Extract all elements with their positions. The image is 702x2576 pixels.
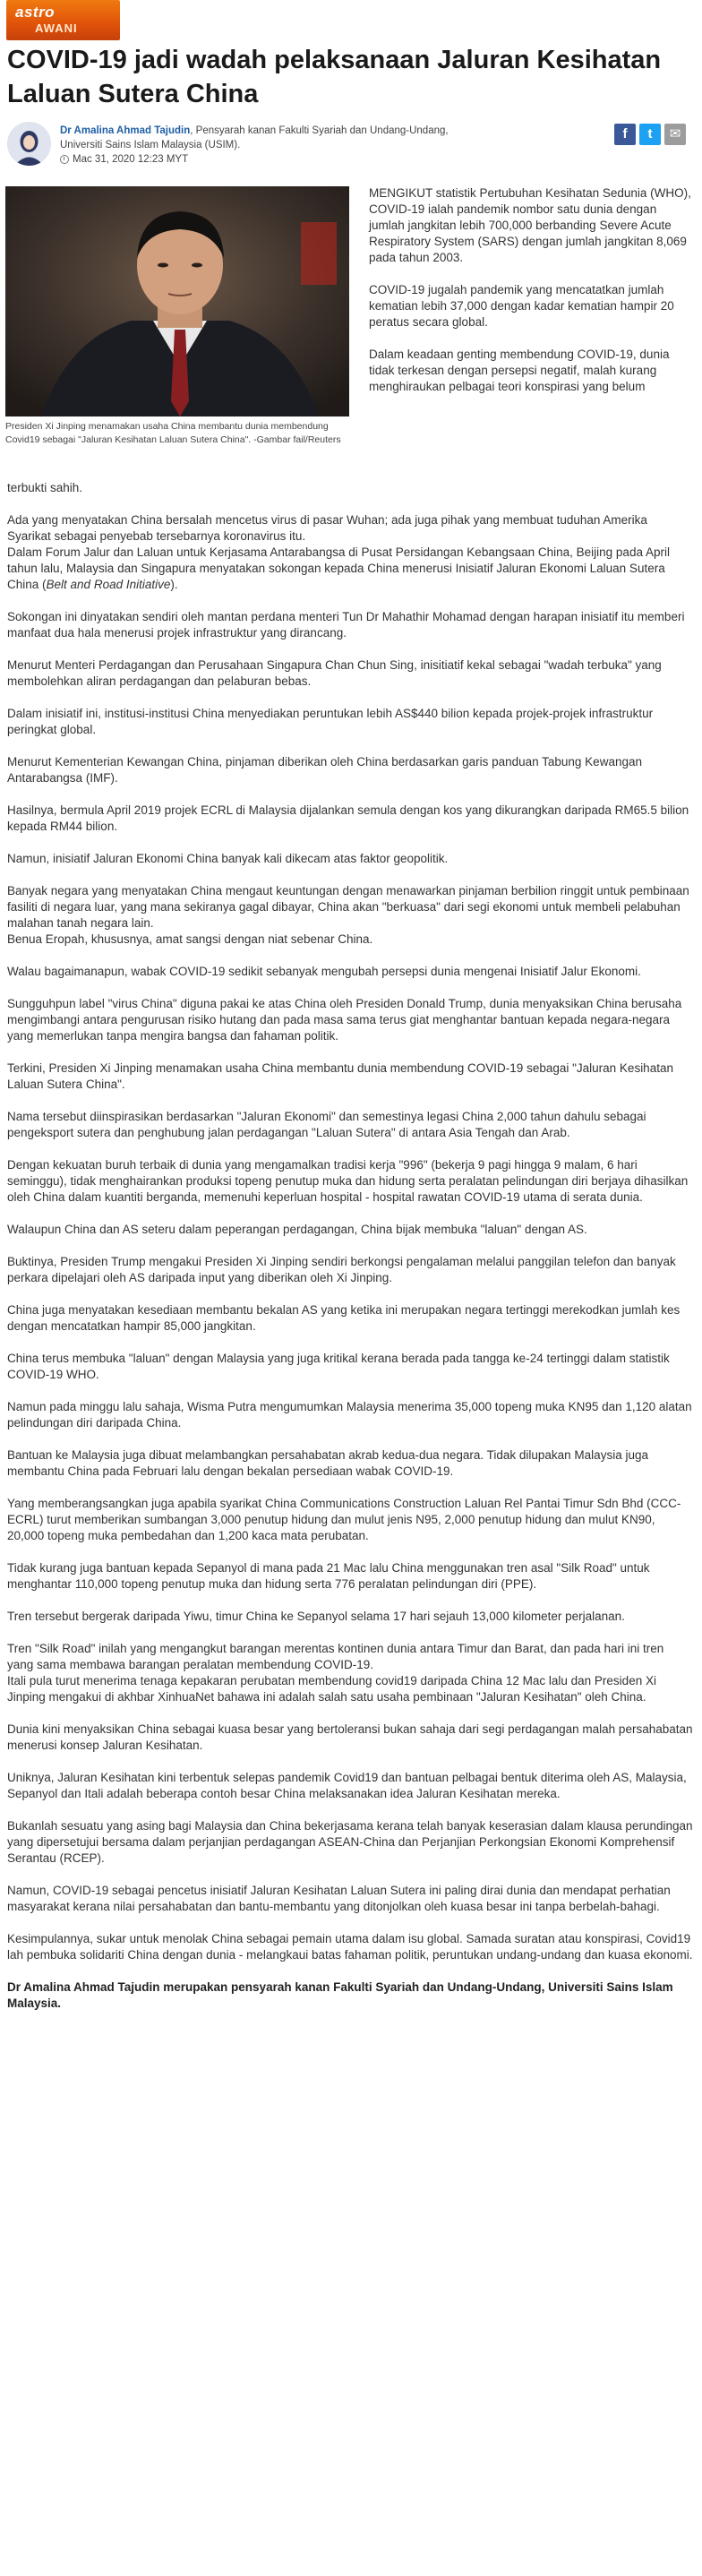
article-photo (5, 186, 349, 416)
logo-line-2: AWANI (35, 21, 78, 35)
body-paragraph: Namun pada minggu lalu sahaja, Wisma Putra mengumumkan Malaysia menerima 35,000 topeng muka KN95 dan 1,120 alatan pelindungan diri daripada China. (7, 1400, 692, 1430)
email-icon: ✉ (669, 126, 681, 142)
body-paragraph: Itali pula turut menerima tenaga kepakaran perubatan membendung covid19 daripada China 12 Mac lalu dan Presiden Xi Jinping mengakui di akhbar XinhuaNet bahawa ini adalah salah satu usaha pembinaan "Jaluran Kesihatan" oleh China. (7, 1674, 656, 1704)
body-paragraph: Uniknya, Jaluran Kesihatan kini terbentuk selepas pandemik Covid19 dan bantuan pelbagai bentuk diterima oleh AS, Malaysia, Sepanyol dan Itali adalah beberapa contoh besar China melaksanakan idea Jaluran Kesihatan mereka. (7, 1771, 687, 1800)
logo-line-1: astro (15, 4, 56, 21)
body-paragraph: Terkini, Presiden Xi Jinping menamakan usaha China membantu dunia membendung COVID-19 sebagai "Jaluran Kesihatan Laluan Sutera China". (7, 1061, 673, 1091)
body-paragraph: Kesimpulannya, sukar untuk menolak China sebagai pemain utama dalam isu global. Samada suratan atau konspirasi, Covid19 lah pembuka solidariti China dengan dunia - melangkaui batas fahaman politik, peruntukan undang-undang dan kuasa ekonomi. (7, 1932, 693, 1962)
body-paragraph: Bukanlah sesuatu yang asing bagi Malaysia dan China bekerjasama kerana telah banyak keserasian dalam klausa perundingan yang dipersetujui bersama dalam perjanjian perdagangan ASEAN-China dan Perjanjian Perkongsian Ekonomi Komprehensif Serantau (RCEP). (7, 1819, 693, 1865)
clock-icon (60, 155, 69, 164)
body-paragraph: China terus membuka "laluan" dengan Malaysia yang juga kritikal kerana berada pada tangga ke-24 tertinggi dalam statistik COVID-19 WHO. (7, 1352, 670, 1381)
body-paragraph: China juga menyatakan kesediaan membantu bekalan AS yang ketika ini merupakan negara tertinggi merekodkan jumlah kes dengan mencatatkan hampir 85,000 jangkitan. (7, 1303, 681, 1333)
intro-paragraph-2: COVID-19 jugalah pandemik yang mencatatkan jumlah kematian lebih 37,000 dengan kadar kematian hampir 20 peratus secara global. (369, 283, 674, 329)
twitter-icon: t (647, 126, 653, 142)
body-paragraph: Walau bagaimanapun, wabak COVID-19 sedikit sebanyak mengubah persepsi dunia mengenai Inisiatif Jalur Ekonomi. (7, 965, 641, 978)
body-paragraph: Menurut Kementerian Kewangan China, pinjaman diberikan oleh China berdasarkan garis panduan Tabung Kewangan Antarabangsa (IMF). (7, 755, 642, 785)
body-paragraph: Walaupun China dan AS seteru dalam peperangan perdagangan, China bijak membuka "laluan" dengan AS. (7, 1223, 587, 1236)
facebook-icon: f (622, 126, 628, 142)
astro-awani-logo[interactable] (6, 0, 120, 40)
body-paragraph: terbukti sahih. (7, 481, 83, 494)
body-paragraph: Nama tersebut diinspirasikan berdasarkan "Jaluran Ekonomi" dan semestinya legasi China 2,000 tahun dahulu sebagai pengeksport sutera dan penghubung jalan perdagangan "Laluan Sutera" di antara Asia Tengah dan Arab. (7, 1110, 646, 1139)
author-avatar[interactable] (7, 122, 51, 166)
body-paragraph: Tren tersebut bergerak daripada Yiwu, timur China ke Sepanyol selama 17 hari sejauh 13,000 kilometer perjalanan. (7, 1610, 625, 1623)
body-paragraph: Sungguhpun label "virus China" diguna pakai ke atas China oleh Presiden Donald Trump, dunia menyaksikan China berusaha mengimbangi antara pengurusan risiko hutang dan pada masa sama terus giat menghantar bantuan kepada negara-negara yang memerlukan tanpa mengira bangsa dan fahaman politik. (7, 997, 682, 1043)
body-paragraph: Namun, inisiatif Jaluran Ekonomi China banyak kali dikecam atas faktor geopolitik. (7, 852, 449, 865)
author-block (60, 124, 472, 167)
body-paragraph: Buktinya, Presiden Trump mengakui Presiden Xi Jinping sendiri berkongsi pengalaman melalui panggilan telefon dan banyak perkara dipelajari oleh AS daripada input yang diberikan oleh Xi Jinping. (7, 1255, 676, 1284)
intro-paragraph-1: MENGIKUT statistik Pertubuhan Kesihatan Sedunia (WHO), COVID-19 ialah pandemik nombor satu dunia dengan jumlah jangkitan lebih 700,000 berbanding Severe Acute Respiratory System (SARS) dengan jumlah jangkitan 8,069 pada tahun 2003. (369, 186, 691, 264)
author-affiliation-1: , Pensyarah kanan Fakulti Syariah dan Undang-Undang, (190, 125, 449, 136)
article-title: COVID-19 jadi wadah pelaksanaan Jaluran Kesihatan Laluan Sutera China (7, 46, 662, 108)
article-body (7, 480, 693, 2028)
author-bio-footer: Dr Amalina Ahmad Tajudin merupakan pensyarah kanan Fakulti Syariah dan Undang-Undang, Universiti Sains Islam Malaysia. (7, 1980, 673, 2010)
body-paragraph: Menurut Menteri Perdagangan dan Perusahaan Singapura Chan Chun Sing, inisitiatif kekal sebagai "wadah terbuka" yang membolehkan aliran perdagangan dan pelaburan bebas. (7, 658, 662, 688)
body-paragraph: Namun, COVID-19 sebagai pencetus inisiatif Jaluran Kesihatan Laluan Sutera ini paling dirai dunia dan mendapat perhatian masyarakat kerana nilai persahabatan dan bantu-membantu yang ditonjolkan oleh kuasa besar ini tanpa berbelah-bahagi. (7, 1884, 671, 1913)
publish-date: Mac 31, 2020 12:23 MYT (73, 154, 189, 165)
body-paragraph: Yang memberangsangkan juga apabila syarikat China Communications Construction Laluan Rel Pantai Timur Sdn Bhd (CCC-ECRL) turut memberikan sumbangan 3,000 penutup hidung dan mulut jenis N95, 2,000 penutup hidung dan mulut KN90, 20,000 topeng muka pembedahan dan 1,200 kaca mata perubatan. (7, 1497, 681, 1542)
body-paragraph: Dalam inisiatif ini, institusi-institusi China menyediakan peruntukan lebih AS$440 bilion kepada projek-projek infrastruktur peringkat global. (7, 707, 654, 736)
body-paragraph: Bantuan ke Malaysia juga dibuat melambangkan persahabatan akrab kedua-dua negara. Tidak dilupakan Malaysia juga membantu China pada Februari lalu dengan bekalan persediaan wabak COVID-19. (7, 1448, 648, 1478)
twitter-share-button[interactable] (639, 124, 661, 145)
body-paragraph (7, 545, 693, 593)
intro-column (369, 185, 691, 411)
author-name-link[interactable]: Dr Amalina Ahmad Tajudin (60, 125, 191, 136)
email-share-button[interactable] (664, 124, 686, 145)
body-paragraph: Dengan kekuatan buruh terbaik di dunia yang mengamalkan tradisi kerja "996" (bekerja 9 pagi hingga 9 malam, 6 hari seminggu), tidak menghairankan produksi topeng penutup muka dan hidung serta peralatan pelindungan diri berjaya dihasilkan oleh China dalam kuantiti berganda, memenuhi keperluan hospital - hospital rawatan COVID-19 utama di serata dunia. (7, 1158, 689, 1204)
body-paragraph: Sokongan ini dinyatakan sendiri oleh mantan perdana menteri Tun Dr Mahathir Mohamad dengan harapan inisiatif itu memberi manfaat dua hala menerusi projek infrastruktur yang dirancang. (7, 610, 685, 640)
body-paragraph: Benua Eropah, khususnya, amat sangsi dengan niat sebenar China. (7, 932, 373, 946)
photo-caption: Presiden Xi Jinping menamakan usaha China membantu dunia membendung Covid19 sebagai "Jaluran Kesihatan Laluan Sutera China". -Gambar fail/Reuters (5, 421, 341, 445)
body-paragraph: Tren "Silk Road" inilah yang mengangkut barangan merentas kontinen dunia antara Timur dan Barat, dan pada hari ini tren yang sama membawa barangan peralatan membendung COVID-19. (7, 1642, 664, 1671)
belt-and-road-italic: Belt and Road Initiative (46, 578, 171, 591)
body-paragraph: Banyak negara yang menyatakan China mengaut keuntungan dengan menawarkan pinjaman berbilion ringgit untuk pembinaan fasiliti di negara luar, yang mana sekiranya gagal dibayar, China akan "berkuasa" dari segi ekonomi untuk membeli pelabuhan malahan tanah negara lain. (7, 884, 689, 930)
author-affiliation-2: Universiti Sains Islam Malaysia (USIM). (60, 140, 241, 150)
body-paragraph: Hasilnya, bermula April 2019 projek ECRL di Malaysia dijalankan semula dengan kos yang dikurangkan daripada RM65.5 bilion kepada RM44 bilion. (7, 803, 689, 833)
facebook-share-button[interactable] (614, 124, 636, 145)
body-paragraph: Ada yang menyatakan China bersalah mencetus virus di pasar Wuhan; ada juga pihak yang membuat tuduhan Amerika Syarikat sebagai penyebab tersebarnya koronavirus itu. (7, 513, 647, 543)
body-text: ). (170, 578, 178, 591)
intro-paragraph-3: Dalam keadaan genting membendung COVID-19, dunia tidak terkesan dengan persepsi negatif, malah kurang menghiraukan pelbagai teori konspirasi yang belum (369, 348, 670, 393)
body-text: Dalam Forum Jalur dan Laluan untuk Kerjasama Antarabangsa di Pusat Persidangan Kebangsaan China, Beijing pada April tahun lalu, Malaysia dan Singapura menyatakan sokongan kepada China menerusi Inisiatif Jaluran Ekonomi Laluan Sutera China ( (7, 545, 670, 591)
body-paragraph: Dunia kini menyaksikan China sebagai kuasa besar yang bertoleransi bukan sahaja dari segi perdagangan malah persahabatan menerusi konsep Jaluran Kesihatan. (7, 1722, 693, 1752)
body-paragraph: Tidak kurang juga bantuan kepada Sepanyol di mana pada 21 Mac lalu China menggunakan tren asal "Silk Road" untuk menghantar 110,000 topeng penutup muka dan hidung serta 776 peralatan pelindungan diri (PPE). (7, 1561, 650, 1591)
